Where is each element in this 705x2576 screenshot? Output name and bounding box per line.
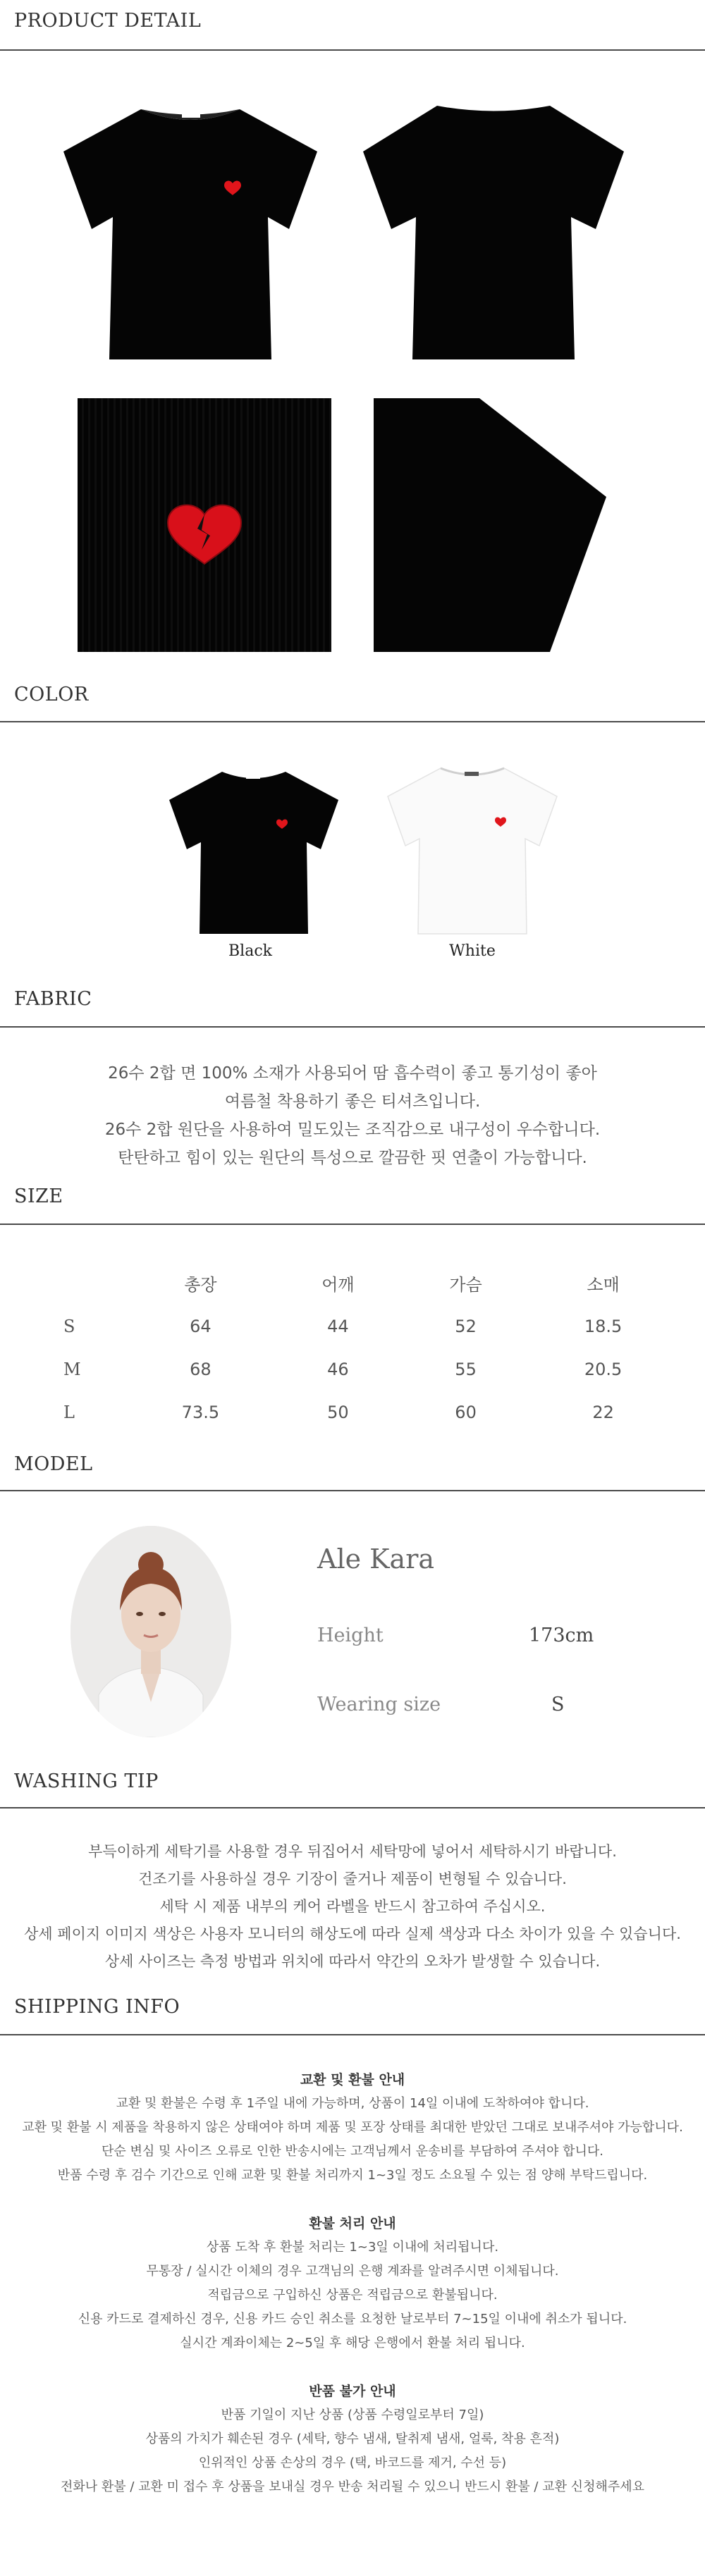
divider	[0, 1807, 705, 1808]
product-photo-back	[360, 92, 627, 366]
model-height-value: 173cm	[529, 1625, 594, 1646]
divider	[0, 721, 705, 722]
size-header-empty	[28, 1262, 127, 1305]
size-cell: 46	[327, 1359, 349, 1379]
section-title: PRODUCT DETAIL	[14, 10, 202, 32]
table-row	[28, 1391, 677, 1434]
size-cell: 60	[455, 1402, 477, 1422]
model-photo	[70, 1526, 231, 1737]
size-table-header	[28, 1262, 677, 1305]
nonrefund-title: 반품 불가 안내	[309, 2384, 396, 2399]
refund-line: 신용 카드로 결제하신 경우, 신용 카드 승인 취소를 요청한 날로부터 7~15일 이내에 취소가 됩니다.	[78, 2312, 627, 2327]
model-wearing-value: S	[551, 1694, 565, 1715]
fabric-line: 26수 2합 원단을 사용하여 밀도있는 조직감으로 내구성이 우수합니다.	[104, 1121, 601, 1139]
size-cell: 22	[592, 1402, 614, 1422]
section-title: SHIPPING INFO	[14, 1996, 180, 2018]
washing-line: 상세 페이지 이미지 색상은 사용자 모니터의 해상도에 따라 실제 색상과 다소 차이가 있을 수 있습니다.	[24, 1925, 681, 1942]
divider	[0, 1026, 705, 1028]
heart-embroidery-icon	[168, 505, 241, 564]
fabric-line: 탄탄하고 힘이 있는 원단의 특성으로 깔끔한 핏 연출이 가능합니다.	[118, 1149, 587, 1167]
size-cell: 20.5	[584, 1359, 623, 1379]
refund-line: 무통장 / 실시간 이체의 경우 고객님의 은행 계좌를 알려주시면 이체됩니다.	[146, 2264, 559, 2279]
shipping-info	[0, 2068, 705, 2499]
washing-line: 부득이하게 세탁기를 사용할 경우 뒤집어서 세탁망에 넣어서 세탁하시기 바랍니다.	[88, 1843, 617, 1860]
nonrefund-line: 인위적인 상품 손상의 경우 (택, 바코드를 제거, 수선 등)	[198, 2455, 507, 2470]
nonrefund-line: 전화나 환불 / 교환 미 접수 후 상품을 보내실 경우 반송 처리될 수 있으니 반드시 환불 / 교환 신청해주세요	[60, 2479, 645, 2494]
fabric-closeup-photo	[78, 398, 331, 652]
section-title: COLOR	[14, 684, 89, 705]
color-label-white: White	[449, 942, 496, 960]
divider	[0, 49, 705, 51]
fabric-line: 여름철 착용하기 좋은 티셔츠입니다.	[224, 1092, 481, 1111]
exchange-line: 반품 수령 후 검수 기간으로 인해 교환 및 환불 처리까지 1~3일 정도 소요될 수 있는 점 양해 부탁드립니다.	[57, 2168, 648, 2183]
size-label: S	[63, 1316, 75, 1336]
neck-label-icon	[465, 772, 479, 776]
divider	[0, 1224, 705, 1225]
size-cell: 73.5	[181, 1402, 220, 1422]
product-photo-front	[56, 99, 324, 366]
size-header: 소매	[587, 1275, 620, 1295]
nonrefund-line: 상품의 가치가 훼손된 경우 (세탁, 향수 냄새, 탈취제 냄새, 얼룩, 착용 흔적)	[145, 2432, 560, 2446]
section-title: FABRIC	[14, 988, 92, 1010]
size-cell: 52	[455, 1316, 477, 1336]
divider	[0, 2034, 705, 2035]
size-table	[28, 1262, 677, 1434]
nonrefund-line: 반품 기일이 지난 상품 (상품 수령일로부터 7일)	[221, 2408, 484, 2422]
size-label: L	[63, 1402, 75, 1422]
section-title: SIZE	[14, 1185, 63, 1207]
section-title: MODEL	[14, 1453, 93, 1475]
size-cell: 64	[190, 1316, 212, 1336]
color-swatch-black[interactable]	[166, 765, 342, 937]
exchange-line: 교환 및 환불 시 제품을 착용하지 않은 상태여야 하며 제품 및 포장 상태를 최대한 받았던 그대로 보내주셔야 가능합니다.	[22, 2120, 683, 2135]
washing-line: 건조기를 사용하실 경우 기장이 줄거나 제품이 변형될 수 있습니다.	[138, 1871, 567, 1887]
size-label: M	[63, 1359, 81, 1379]
model-height-label: Height	[317, 1625, 384, 1646]
exchange-title: 교환 및 환불 안내	[300, 2072, 405, 2088]
neck-label-icon	[246, 775, 260, 779]
section-title: WASHING TIP	[14, 1770, 159, 1792]
washing-line: 상세 사이즈는 측정 방법과 위치에 따라서 약간의 오차가 발생할 수 있습니다.	[104, 1953, 601, 1970]
size-header: 어깨	[321, 1275, 355, 1295]
size-cell: 55	[455, 1359, 477, 1379]
size-header: 가슴	[449, 1275, 482, 1295]
table-row	[28, 1305, 677, 1348]
neck-label-icon	[182, 113, 200, 118]
model-wearing-label: Wearing size	[317, 1694, 441, 1715]
model-name: Ale Kara	[317, 1543, 435, 1574]
size-cell: 68	[190, 1359, 212, 1379]
color-swatch-white[interactable]	[384, 761, 560, 937]
exchange-line: 교환 및 환불은 수령 후 1주일 내에 가능하며, 상품이 14일 이내에 도착하여야 합니다.	[116, 2096, 589, 2111]
size-cell: 18.5	[584, 1316, 623, 1336]
refund-line: 적립금으로 구입하신 상품은 적립금으로 환불됩니다.	[207, 2288, 498, 2303]
refund-line: 상품 도착 후 환불 처리는 1~3일 이내에 처리됩니다.	[206, 2240, 499, 2255]
washing-line: 세탁 시 제품 내부의 케어 라벨을 반드시 참고하여 주십시오.	[159, 1898, 546, 1915]
size-cell: 50	[327, 1402, 349, 1422]
fabric-description	[0, 1059, 705, 1172]
washing-tips	[0, 1838, 705, 1976]
sleeve-closeup-photo	[374, 398, 606, 652]
refund-line: 실시간 계좌이체는 2~5일 후 해당 은행에서 환불 처리 됩니다.	[180, 2336, 525, 2350]
size-header: 총장	[184, 1275, 217, 1295]
color-label-black: Black	[228, 942, 272, 960]
fabric-line: 26수 2합 면 100% 소재가 사용되어 땀 흡수력이 좋고 통기성이 좋아	[108, 1064, 597, 1083]
refund-title: 환불 처리 안내	[309, 2216, 396, 2231]
exchange-line: 단순 변심 및 사이즈 오류로 인한 반송시에는 고객님께서 운송비를 부담하여 주셔야 합니다.	[101, 2144, 603, 2159]
table-row	[28, 1348, 677, 1391]
divider	[0, 1490, 705, 1491]
size-cell: 44	[327, 1316, 349, 1336]
